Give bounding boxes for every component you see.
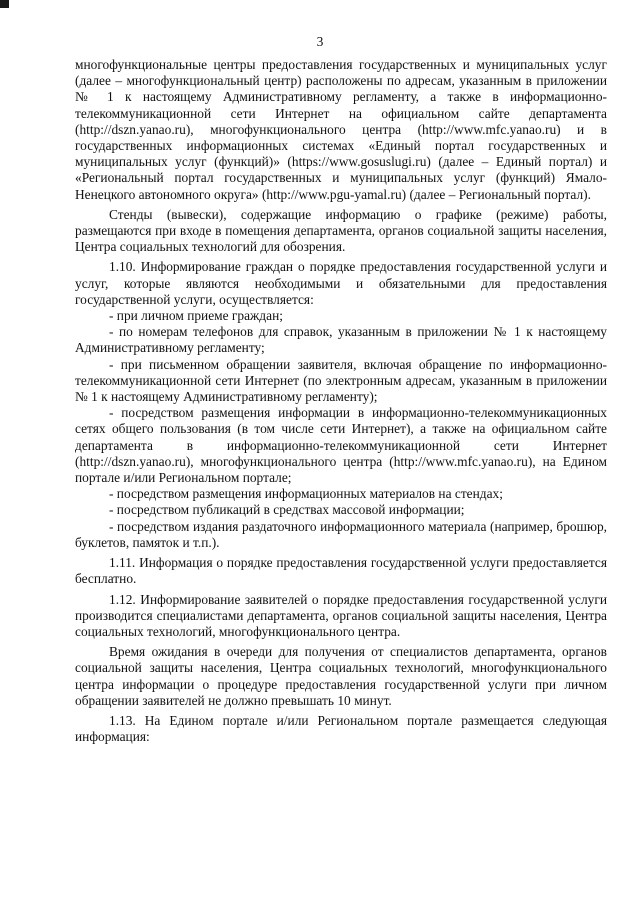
- list-item-personal-reception: - при личном приеме граждан;: [109, 308, 283, 324]
- list-item-written-request: - при письменном обращении заявителя, включая обращение по информационно-телекоммуникационной сети Интернет (по электронным адресам, указанным в приложении № 1 к настоящему Административному регламенту);: [75, 356, 607, 405]
- list-item-internet: - посредством размещения информации в информационно-телекоммуникационных сетях общего пользования (в том числе сети Интернет), а также на официальном сайте департамента в информационно-телекоммуникационной сети Интернет (http://dszn.yanao.ru), многофункционального центра (http://www.mfc.yanao.ru), на Едином портале и/или Региональном портале;: [75, 405, 607, 486]
- list-item-stands: - посредством размещения информационных материалов на стендах;: [109, 486, 503, 502]
- paragraph-mfc-addresses: многофункциональные центры предоставления государственных и муниципальных услуг (далее – многофункциональный центр) расположены по адресам, указанным в приложении № 1 к настоящему Административному регламенту, а также в информационно-телекоммуникационной сети Интернет на официальном сайте департамента (http://dszn.yanao.ru), многофункционального центра (http://www.mfc.yanao.ru) и в государственных информационных системах «Единый портал государственных и муниципальных услуг (функций)» (https://www.gosuslugi.ru) (далее – Единый портал) и «Региональный портал государственных и муниципальных услуг (функций) Ямало-Ненецкого автономного округа» (http://www.pgu-yamal.ru) (далее – Региональный портал).: [75, 57, 607, 202]
- list-item-mass-media: - посредством публикаций в средствах массовой информации;: [109, 502, 465, 518]
- list-item-handouts: - посредством издания раздаточного информационного материала (например, брошюр, буклетов, памяток и т.п.).: [75, 518, 607, 550]
- paragraph-1-10: 1.10. Информирование граждан о порядке предоставления государственной услуги и услуг, которые являются необходимыми и обязательными для предоставления государственной услуги, осуществляется:: [75, 259, 607, 307]
- paragraph-1-12: 1.12. Информирование заявителей о порядке предоставления государственной услуги производится специалистами департамента, органов социальной защиты населения, Центра социальных технологий, многофункционального центра.: [75, 591, 607, 639]
- document-body: [75, 57, 607, 749]
- page-number: 3: [316, 34, 324, 49]
- paragraph-waiting-time: Время ожидания в очереди для получения от специалистов департамента, органов социальной защиты населения, Центра социальных технологий, многофункционального центра информации о процедуре предоставления государственной услуги при личном обращении заявителей не должно превышать 10 минут.: [75, 644, 607, 708]
- paragraph-1-11: 1.11. Информация о порядке предоставления государственной услуги предоставляется бесплатно.: [75, 555, 607, 587]
- paragraph-stands: Стенды (вывески), содержащие информацию о графике (режиме) работы, размещаются при входе в помещения департамента, органов социальной защиты населения, Центра социальных технологий для обозрения.: [75, 206, 607, 255]
- list-item-phone: - по номерам телефонов для справок, указанным в приложении № 1 к настоящему Административному регламенту;: [75, 324, 607, 356]
- paragraph-1-13: 1.13. На Едином портале и/или Региональном портале размещается следующая информация:: [75, 712, 607, 745]
- scan-corner-mark: [0, 0, 9, 8]
